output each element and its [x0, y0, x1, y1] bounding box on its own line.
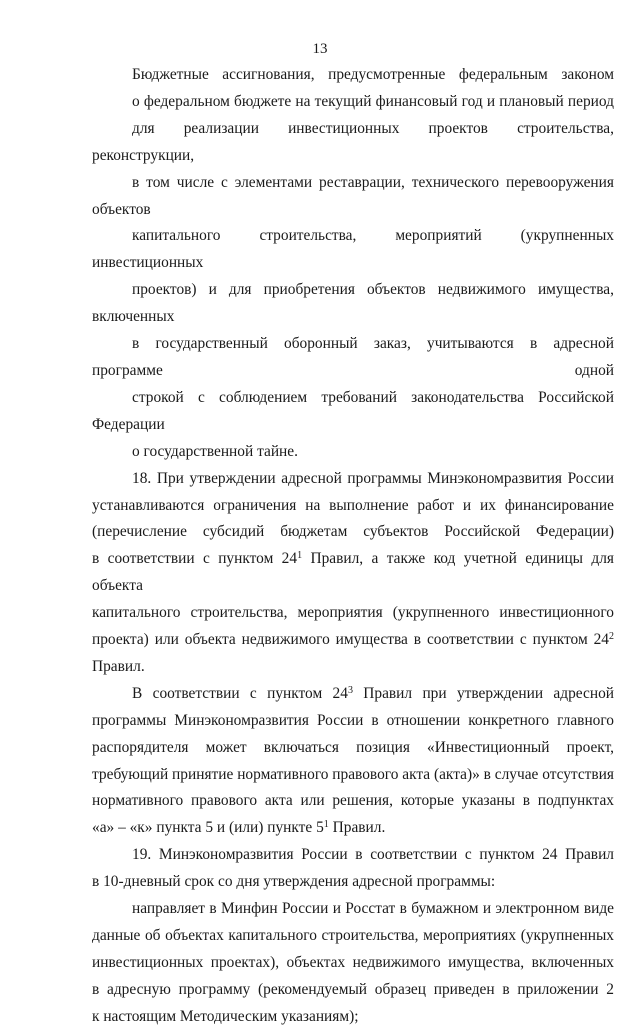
text-line: о государственной тайне. [132, 442, 298, 460]
text-line: устанавливаются ограничения на выполнение работ и их финансирование [92, 496, 614, 514]
text-segment: проекта) или объекта недвижимого имущества в соответствии с пунктом 24 [92, 631, 609, 649]
text-segment: Правил. [328, 819, 386, 837]
document-body [92, 62, 614, 1031]
page-number: 13 [312, 41, 328, 57]
text-line: требующий принятие нормативного правового акта (акта)» в случае отсутствия [92, 765, 614, 783]
text-line: для реализации инвестиционных проектов строительства, реконструкции, [92, 119, 614, 164]
text-line: 19. Минэкономразвития России в соответствии с пунктом 24 Правил [132, 846, 614, 864]
text-segment: Правил, а также код учетной единицы для объекта [92, 550, 614, 595]
text-line: программы Минэкономразвития России в отношении конкретного главного [92, 711, 614, 729]
footnote-superscript: 1 [323, 819, 329, 831]
paragraph-item-19 [92, 842, 614, 896]
text-line [92, 546, 614, 600]
text-line: (перечисление субсидий бюджетам субъектов Российской Федерации) [92, 523, 614, 541]
paragraph-sends-data [92, 896, 614, 1031]
footnote-superscript: 2 [609, 631, 614, 643]
text-line: в адресную программу (рекомендуемый образец приведен в приложении 2 [92, 980, 614, 998]
text-line: строкой с соблюдением требований законодательства Российской Федерации [92, 388, 614, 433]
text-line: Правил. [92, 657, 145, 675]
text-line: распорядителя может включаться позиция «Инвестиционный проект, [92, 738, 614, 756]
text-line: капитального строительства, мероприятия (укрупненного инвестиционного [92, 604, 614, 622]
text-line: капитального строительства, мероприятий (укрупненных инвестиционных [92, 227, 614, 272]
text-line: о федеральном бюджете на текущий финансовый год и плановый период [132, 92, 614, 110]
text-segment: «а» – «к» пункта 5 и (или) пункте 5 [92, 819, 324, 837]
text-line: в том числе с элементами реставрации, технического перевооружения объектов [92, 173, 614, 218]
paragraph-item-24-3 [92, 681, 614, 842]
text-line: Бюджетные ассигнования, предусмотренные федеральным законом [132, 66, 614, 83]
text-segment: В соответствии с пунктом 24 [132, 684, 348, 702]
paragraph-item-18 [92, 466, 614, 681]
text-segment: в соответствии с пунктом 24 [92, 550, 298, 568]
text-line [92, 627, 614, 654]
text-line: 18. При утверждении адресной программы Минэкономразвития России [132, 469, 614, 487]
footnote-superscript: 1 [297, 550, 303, 562]
text-line: к настоящим Методическим указаниям); [92, 1007, 359, 1025]
text-line: инвестиционных проектах), объектах недвижимого имущества, включенных [92, 953, 614, 971]
paragraph-budget-allocations [92, 62, 614, 466]
text-line: данные об объектах капитального строительства, мероприятиях (укрупненных [92, 927, 614, 944]
text-line: в государственный оборонный заказ, учитываются в адресной программе одной [92, 335, 614, 379]
text-line [92, 681, 614, 708]
text-line: направляет в Минфин России и Росстат в бумажном и электронном виде [132, 900, 614, 918]
text-line: нормативного правового акта или решения, которые указаны в подпунктах [92, 792, 614, 810]
footnote-superscript: 3 [347, 684, 353, 696]
text-line: в 10-дневный срок со дня утверждения адресной программы: [92, 873, 496, 891]
text-segment: Правил при утверждении адресной [352, 684, 614, 702]
text-line: проектов) и для приобретения объектов недвижимого имущества, включенных [92, 281, 614, 326]
text-line [92, 815, 614, 842]
